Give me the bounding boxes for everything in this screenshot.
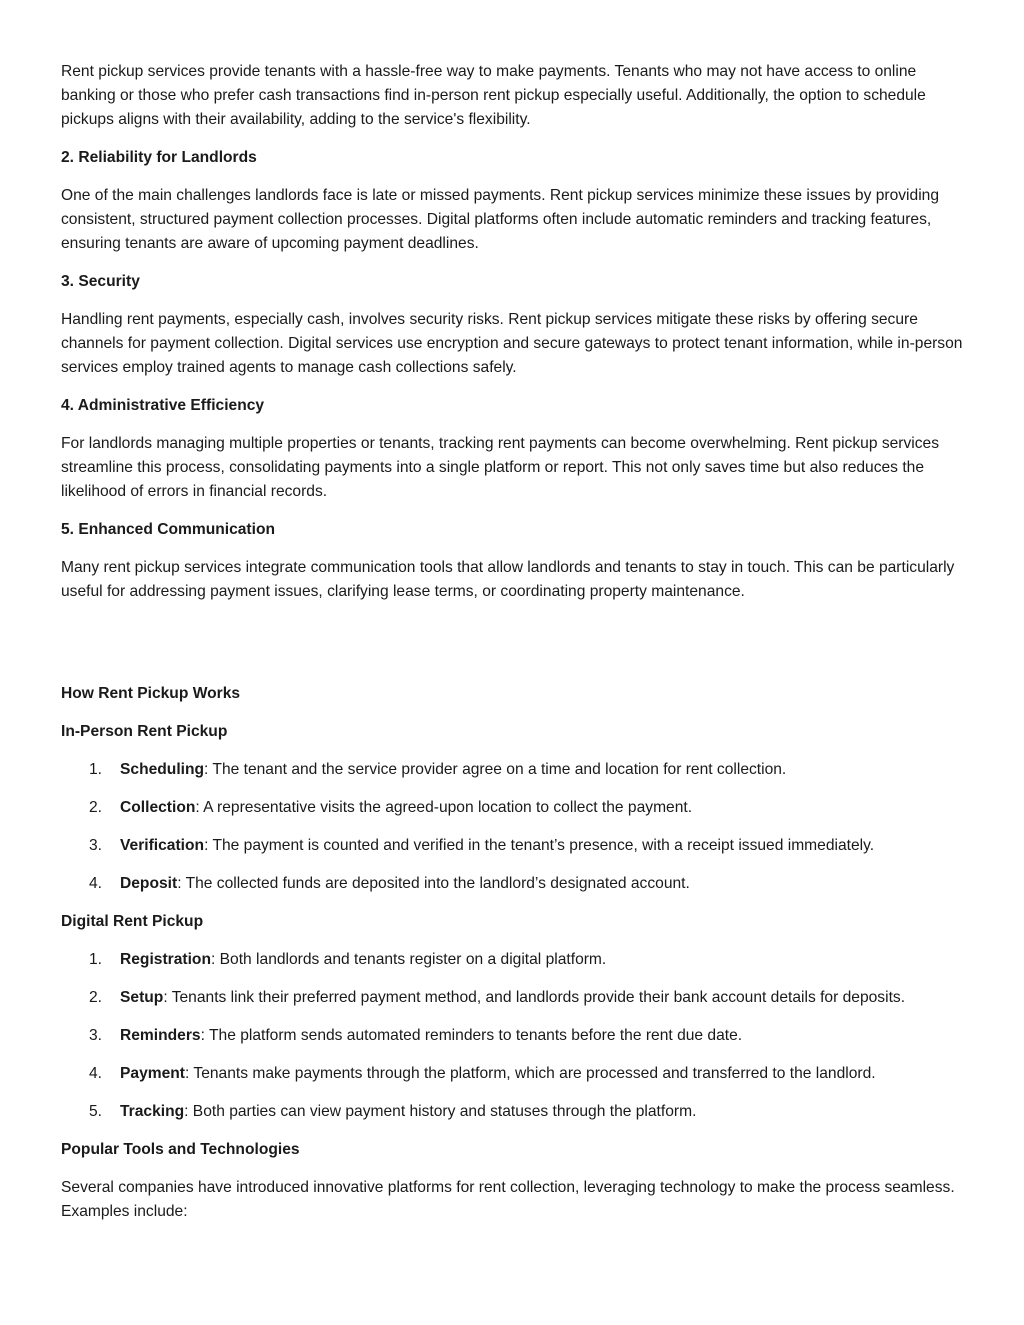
list-number: 2. — [89, 799, 103, 816]
list-number: 4. — [89, 1065, 103, 1082]
list-number: 3. — [89, 1027, 103, 1044]
step-text: : Tenants make payments through the platform, which are processed and transferred to the landlord. — [185, 1065, 876, 1082]
intro-paragraph: Rent pickup services provide tenants with a hassle-free way to make payments. Tenants who may not have access to online banking or those who prefer cash transactions find in-person rent pickup especially useful. Additionally, the option to schedule pickups aligns with their availability, adding to the service's flexibility. — [61, 63, 926, 128]
list-item — [61, 834, 966, 858]
step-text: : The payment is counted and verified in the tenant’s presence, with a receipt issued immediately. — [204, 837, 875, 854]
section-body-admin-efficiency: For landlords managing multiple properties or tenants, tracking rent payments can become overwhelming. Rent pickup services streamline this process, consolidating payments into a single platform or report. This not only saves time but also reduces the likelihood of errors in financial records. — [61, 435, 940, 500]
step-text: : Both parties can view payment history and statuses through the platform. — [184, 1103, 697, 1120]
section-body-communication: Many rent pickup services integrate communication tools that allow landlords and tenants to stay in touch. This can be particularly useful for addressing payment issues, clarifying lease terms, or coordinating property maintenance. — [61, 559, 955, 600]
how-it-works-heading: How Rent Pickup Works — [61, 685, 241, 702]
digital-heading: Digital Rent Pickup — [61, 913, 204, 930]
step-text: : Tenants link their preferred payment method, and landlords provide their bank account details for deposits. — [163, 989, 906, 1006]
tools-body: Several companies have introduced innovative platforms for rent collection, leveraging technology to make the process seamless. Examples include: — [61, 1179, 955, 1220]
step-term: Payment — [120, 1065, 186, 1082]
in-person-steps-list — [61, 758, 966, 896]
step-term: Setup — [120, 989, 164, 1006]
list-item — [61, 1100, 966, 1124]
list-number: 1. — [89, 951, 103, 968]
step-term: Scheduling — [120, 761, 205, 778]
digital-steps-list — [61, 948, 966, 1124]
list-item — [61, 986, 966, 1010]
list-number: 1. — [89, 761, 103, 778]
section-heading-security: 3. Security — [61, 273, 140, 290]
step-term: Registration — [120, 951, 211, 968]
list-item — [61, 1024, 966, 1048]
step-term: Collection — [120, 799, 196, 816]
list-number: 4. — [89, 875, 103, 892]
list-item — [61, 758, 966, 782]
tools-heading: Popular Tools and Technologies — [61, 1141, 300, 1158]
step-term: Tracking — [120, 1103, 185, 1120]
step-term: Deposit — [120, 875, 178, 892]
step-text: : The tenant and the service provider agree on a time and location for rent collection. — [204, 761, 787, 778]
section-heading-reliability: 2. Reliability for Landlords — [61, 149, 257, 166]
section-body-reliability: One of the main challenges landlords face is late or missed payments. Rent pickup services minimize these issues by providing consistent, structured payment collection processes. Digital platforms often include automatic reminders and tracking features, ensuring tenants are aware of upcoming payment deadlines. — [61, 187, 940, 252]
step-text: : The platform sends automated reminders to tenants before the rent due date. — [200, 1027, 743, 1044]
list-number: 5. — [89, 1103, 103, 1120]
list-item — [61, 872, 966, 896]
blank-gap — [61, 618, 966, 682]
section-heading-admin-efficiency: 4. Administrative Efficiency — [61, 397, 265, 414]
section-body-security: Handling rent payments, especially cash, involves security risks. Rent pickup services mitigate these risks by offering secure channels for payment collection. Digital services use encryption and secure gateways to protect tenant information, while in-person services employ trained agents to manage cash collections safely. — [61, 311, 963, 376]
step-text: : Both landlords and tenants register on a digital platform. — [210, 951, 607, 968]
list-number: 3. — [89, 837, 103, 854]
list-item — [61, 948, 966, 972]
step-text: : A representative visits the agreed-upon location to collect the payment. — [195, 799, 693, 816]
in-person-heading: In-Person Rent Pickup — [61, 723, 228, 740]
step-text: : The collected funds are deposited into the landlord’s designated account. — [177, 875, 690, 892]
list-number: 2. — [89, 989, 103, 1006]
step-term: Reminders — [120, 1027, 201, 1044]
list-item — [61, 1062, 966, 1086]
section-heading-communication: 5. Enhanced Communication — [61, 521, 276, 538]
list-item — [61, 796, 966, 820]
step-term: Verification — [120, 837, 205, 854]
